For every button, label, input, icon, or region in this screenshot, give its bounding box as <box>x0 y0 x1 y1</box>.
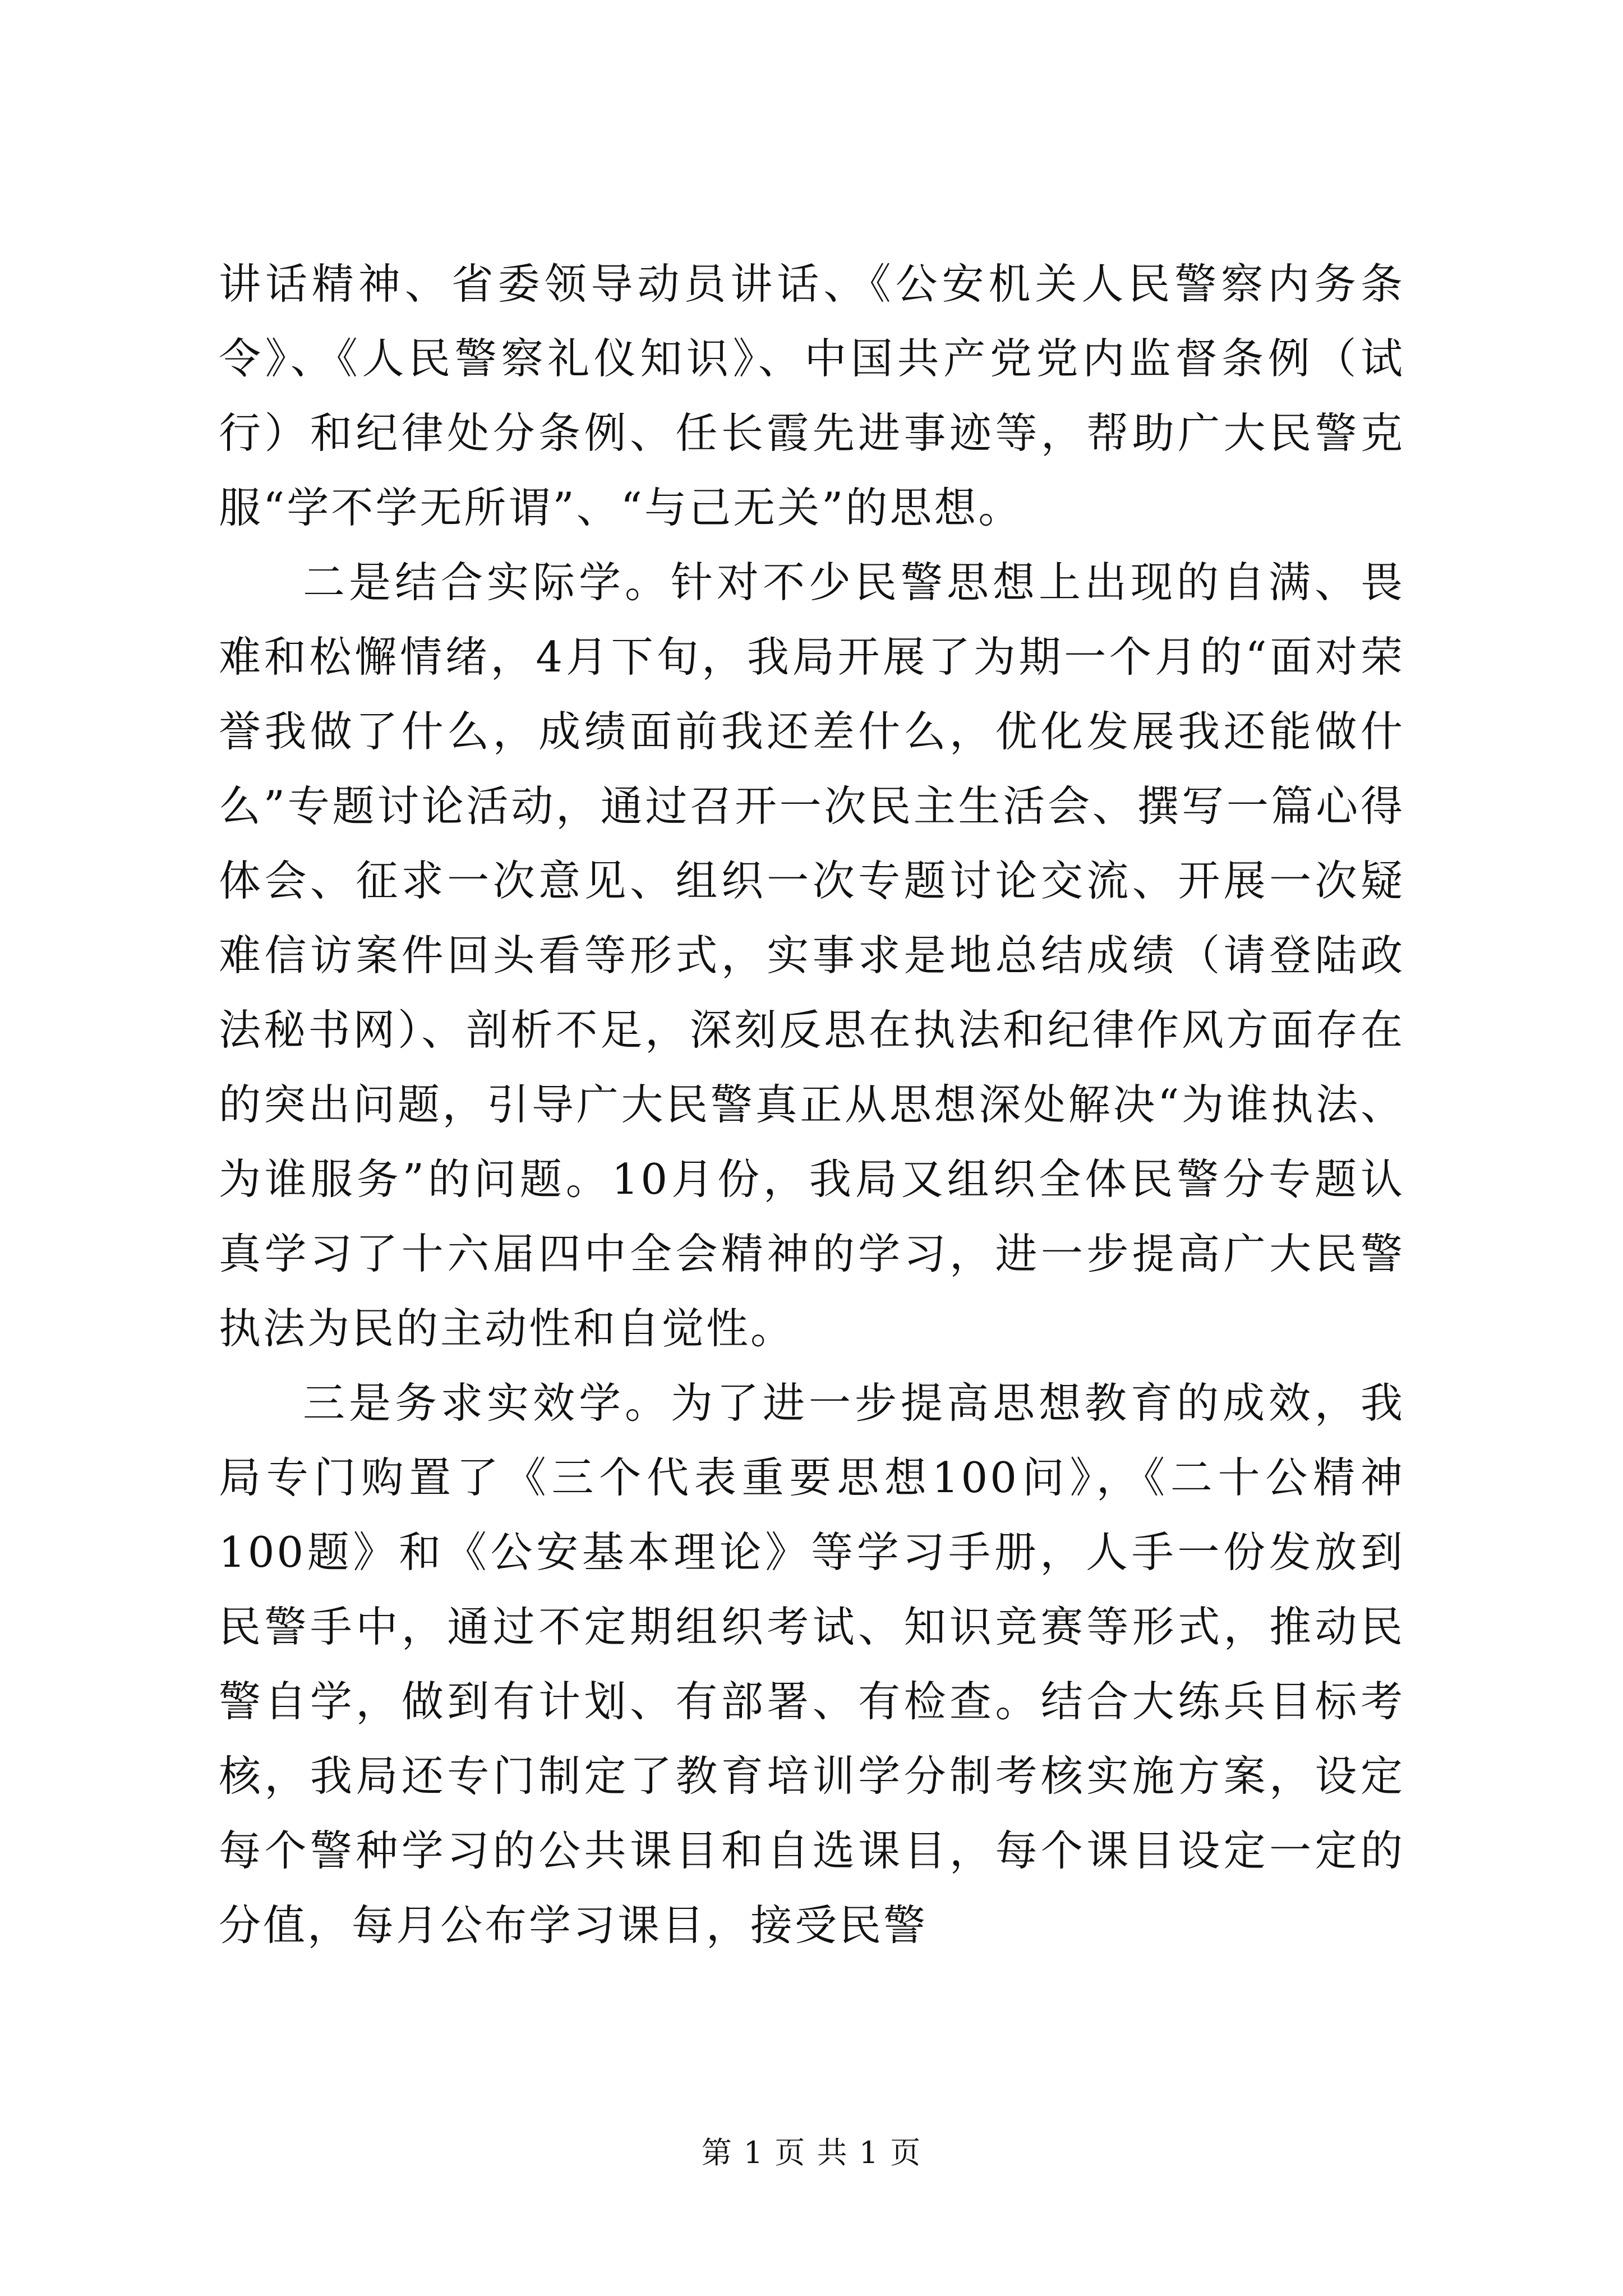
paragraph-combine-practice: 二是结合实际学。针对不少民警思想上出现的自满、畏难和松懈情绪，4月下旬，我局开展了为期一个月的“面对荣誉我做了什么，成绩面前我还差什么，优化发展我还能做什么”专题讨论活动，通过召开一次民主生活会、撰写一篇心得体会、征求一次意见、组织一次专题讨论交流、开展一次疑难信访案件回头看等形式，实事求是地总结成绩（请登陆政法秘书网）、剖析不足，深刻反思在执法和纪律作风方面存在的突出问题，引导广大民警真正从思想深处解决“为谁执法、为谁服务”的问题。10月份，我局又组织全体民警分专题认真学习了十六届四中全会精神的学习，进一步提高广大民警执法为民的主动性和自觉性。 <box>219 558 1405 1353</box>
paragraph-seek-results: 三是务求实效学。为了进一步提高思想教育的成效，我局专门购置了《三个代表重要思想100问》，《二十公精神100题》和《公安基本理论》等学习手册，人手一份发放到民警手中，通过不定期组织考试、知识竞赛等形式，推动民警自学，做到有计划、有部署、有检查。结合大练兵目标考核，我局还专门制定了教育培训学分制考核实施方案，设定每个警种学习的公共课目和自选课目，每个课目设定一定的分值，每月公布学习课目，接受民警 <box>219 1378 1405 1950</box>
page-number-footer: 第 1 页 共 1 页 <box>701 2135 922 2170</box>
document-body <box>219 247 1405 1963</box>
paragraph-continued: 讲话精神、省委领导动员讲话、《公安机关人民警察内务条令》、《人民警察礼仪知识》、中国共产党党内监督条例（试行）和纪律处分条例、任长霞先进事迹等，帮助广大民警克服“学不学无所谓”、“与己无关”的思想。 <box>219 259 1405 532</box>
